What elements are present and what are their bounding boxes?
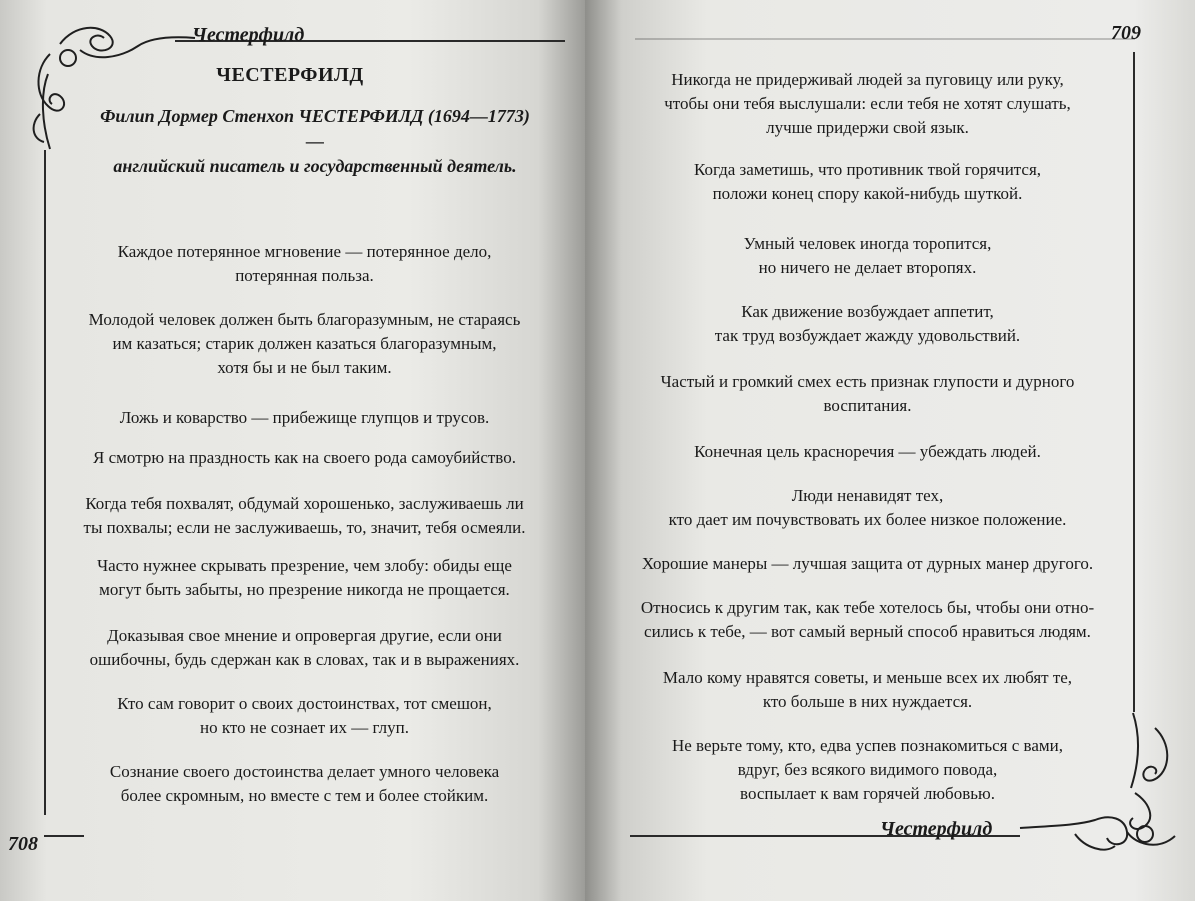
left-page-number: 708: [8, 833, 38, 855]
left-side-rule: [44, 150, 46, 815]
left-page: [0, 0, 585, 901]
quote: Я смотрю на праздность как на своего рода самоубийство.: [93, 448, 516, 467]
bottom-right-ornament-icon: [1015, 708, 1190, 883]
right-page-number: 709: [1111, 22, 1141, 44]
quote: Когда заметишь, что противник твой горячится, положи конец спору какой-нибудь шуткой.: [693, 160, 1042, 203]
quote: Когда тебя похвалят, обдумай хорошенько, заслуживаешь ли ты похвалы; если не заслуживаешь, то, значит, тебя осмеяли.: [83, 494, 526, 537]
quote: Каждое потерянное мгновение — потерянное дело, потерянная польза.: [117, 242, 492, 285]
left-quotes: [62, 240, 547, 808]
quote: Кто сам говорит о своих достоинствах, тот смешон, но кто не сознает их — глуп.: [117, 694, 492, 737]
right-running-head: Честерфилд: [880, 818, 993, 840]
right-quotes: [620, 68, 1115, 806]
quote: Относись к другим так, как тебе хотелось бы, чтобы они отно- сились к тебе, — вот самый верный способ нравиться людям.: [640, 598, 1095, 641]
quote: Люди ненавидят тех, кто дает им почувствовать их более низкое положение.: [668, 486, 1067, 529]
quote: Умный человек иногда торопится, но ничего не делает второпях.: [743, 234, 992, 277]
quote: Не верьте тому, кто, едва успев познакомиться с вами, вдруг, без всякого видимого повода, воспылает к вам горячей любовью.: [671, 736, 1064, 803]
quote: Частый и громкий смех есть признак глупости и дурного воспитания.: [660, 372, 1075, 415]
quote: Никогда не придерживай людей за пуговицу или руку, чтобы они тебя выслушали: если тебя не хотят слушать, лучше придержи свой язык.: [664, 70, 1071, 137]
quote: Ложь и коварство — прибежище глупцов и трусов.: [119, 408, 490, 427]
subtitle-line: Филип Дормер Стенхоп ЧЕСТЕРФИЛД (1694—1773) —: [100, 106, 530, 151]
subtitle-line: английский писатель и государственный деятель.: [113, 156, 517, 176]
quote: Мало кому нравятся советы, и меньше всех их любят те, кто больше в них нуждается.: [662, 668, 1073, 711]
author-subtitle: [95, 104, 535, 179]
right-header-rule: [635, 38, 1135, 40]
right-page: [585, 0, 1195, 901]
left-footer-rule: [44, 835, 84, 837]
quote: Молодой человек должен быть благоразумным, не стараясь им казаться; старик должен казаться благоразумным, хотя бы и не был таким.: [88, 310, 521, 377]
quote: Как движение возбуждает аппетит, так труд возбуждает жажду удовольствий.: [714, 302, 1021, 345]
left-running-head: Честерфилд: [192, 24, 305, 46]
quote: Сознание своего достоинства делает умного человека более скромным, но вместе с тем и более стойким.: [109, 762, 500, 805]
right-side-rule: [1133, 52, 1135, 712]
page-title: ЧЕСТЕРФИЛД: [216, 64, 364, 86]
quote: Хорошие манеры — лучшая защита от дурных манер другого.: [641, 554, 1094, 573]
quote: Часто нужнее скрывать презрение, чем злобу: обиды еще могут быть забыты, но презрение никогда не прощается.: [97, 556, 512, 599]
quote: Конечная цель красноречия — убеждать людей.: [694, 442, 1041, 461]
quote: Доказывая свое мнение и опровергая другие, если они ошибочны, будь сдержан как в словах, так и в выражениях.: [89, 626, 520, 669]
